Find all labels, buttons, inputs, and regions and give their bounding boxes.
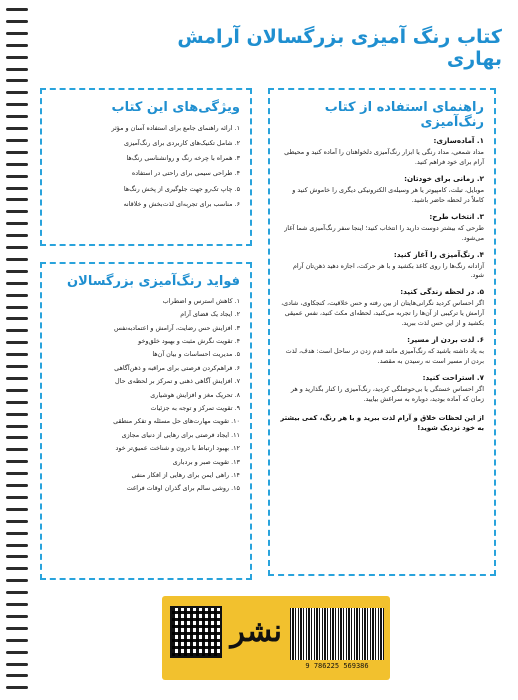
features-heading: ویژگی‌های این کتاب <box>111 100 240 115</box>
usage-step <box>280 250 484 282</box>
spiral-binding <box>0 0 30 700</box>
spiral-ring <box>6 377 28 380</box>
spiral-ring <box>6 544 28 547</box>
spiral-ring <box>6 579 28 582</box>
spiral-ring <box>6 187 28 190</box>
publisher-logo: نشر <box>230 614 282 649</box>
spiral-ring <box>6 389 28 392</box>
spiral-ring <box>6 615 28 618</box>
benefit-item: ۱۱. ایجاد فرصتی برای رهایی از دنیای مجازی <box>121 430 240 439</box>
spiral-ring <box>6 591 28 594</box>
publisher-barcode-strip <box>162 596 390 680</box>
spiral-ring <box>6 663 28 666</box>
spiral-ring <box>6 282 28 285</box>
usage-step <box>280 136 484 168</box>
benefit-item: ۱۲. بهبود ارتباط با درون و شناخت عمیق‌تر خود <box>115 444 240 453</box>
step-title: ۷. استراحت کنید: <box>422 372 484 382</box>
step-title: ۳. انتخاب طرح: <box>429 211 484 221</box>
feature-item: ۱. ارائه راهنمای جامع برای استفاده آسان و مؤثر <box>111 123 240 132</box>
feature-item: ۳. همراه با چرخه رنگ و روانشناسی رنگ‌ها <box>126 154 240 163</box>
spiral-ring <box>6 306 28 309</box>
spiral-ring <box>6 627 28 630</box>
isbn-number: 9 786225 569386 <box>305 662 369 670</box>
spiral-ring <box>6 175 28 178</box>
spiral-ring <box>6 91 28 94</box>
step-text: آزادانه رنگ‌ها را روی کاغذ بکشید و با هر حرکت، اجازه دهید ذهن‌تان آرام شود. <box>292 261 484 280</box>
spiral-ring <box>6 8 28 11</box>
spiral-ring <box>6 425 28 428</box>
benefit-item: ۴. تقویت نگرش مثبت و بهبود خلق‌وخو <box>138 337 240 346</box>
spiral-ring <box>6 139 28 142</box>
feature-item: ۵. چاپ تک‌رو جهت جلوگیری از پخش رنگ‌ها <box>123 184 240 193</box>
step-text: مداد شمعی، مداد رنگی یا ابزار رنگ‌آمیزی دلخواهتان را آماده کنید و محیطی آرام برای خود فراهم کنید. <box>284 148 484 166</box>
spiral-ring <box>6 448 28 451</box>
benefit-item: ۲. ایجاد یک فضای آرام <box>180 310 240 319</box>
spiral-ring <box>6 674 28 677</box>
spiral-ring <box>6 484 28 487</box>
step-title: ۶. لذت بردن از مسیر: <box>407 335 484 345</box>
spiral-ring <box>6 555 28 558</box>
step-title: ۱. آماده‌سازی: <box>433 136 484 145</box>
spiral-ring <box>6 365 28 368</box>
usage-step <box>280 335 484 367</box>
spiral-ring <box>6 56 28 59</box>
spiral-ring <box>6 472 28 475</box>
benefit-item: ۷. افزایش آگاهی ذهنی و تمرکز بر لحظه‌ی حال <box>115 377 240 386</box>
spiral-ring <box>6 460 28 463</box>
step-text: اگر احساس کردید نگرانی‌هایتان از بین رفته و حس خلاقیت، کنجکاوی، شادی، آرامش یا ترکیبی از آن‌ها را تجربه می‌کنید، لحظه‌ای مکث کنید، نفس عمیقی بکشید و از این حس لذت ببرید. <box>281 299 484 328</box>
spiral-ring <box>6 103 28 106</box>
feature-item: ۲. شامل تکنیک‌های کاربردی برای رنگ‌آمیزی <box>124 139 240 147</box>
usage-guide-box <box>268 88 496 576</box>
usage-step <box>280 287 484 329</box>
closing-note: از این لحظات خلاق و آرام لذت ببرید و با هر رنگ، کمی بیشتر به خود نزدیک شوید! <box>280 413 484 433</box>
spiral-ring <box>6 686 28 689</box>
usage-step <box>280 212 484 244</box>
benefit-item: ۸. تحریک مغز و افزایش هوشیاری <box>150 390 240 399</box>
benefit-item: ۱۵. روشی سالم برای گذران اوقات فراغت <box>126 484 240 493</box>
feature-item: ۴. طراحی سیمی برای راحتی در استفاده <box>131 169 240 178</box>
benefit-item: ۵. مدیریت احساسات و بیان آن‌ها <box>152 350 240 359</box>
benefit-item: ۶. فراهم‌کردن فرصتی برای مراقبه و ذهن‌آگاهی <box>114 363 240 372</box>
spiral-ring <box>6 210 28 213</box>
spiral-ring <box>6 603 28 606</box>
page-title: کتاب رنگ آمیزی بزرگسالان آرامش بهاری <box>177 26 502 70</box>
spiral-ring <box>6 294 28 297</box>
benefit-item: ۱. کاهش استرس و اضطراب <box>162 296 240 305</box>
spiral-ring <box>6 246 28 249</box>
usage-guide-heading: راهنمای استفاده از کتاب رنگ‌آمیزی <box>324 100 484 130</box>
step-title: ۵. در لحظه زندگی کنید: <box>400 287 484 297</box>
benefits-list <box>52 295 240 496</box>
spiral-ring <box>6 651 28 654</box>
step-title: ۲. زمانی برای خودتان: <box>404 173 484 183</box>
spiral-ring <box>6 520 28 523</box>
usage-step <box>280 373 484 405</box>
benefit-item: ۹. تقویت تمرکز و توجه به جزئیات <box>150 404 240 413</box>
spiral-ring <box>6 222 28 225</box>
features-box <box>40 88 252 246</box>
qr-code <box>170 606 222 658</box>
spiral-ring <box>6 258 28 261</box>
benefits-heading: فواید رنگ‌آمیزی بزرگسالان <box>67 274 240 289</box>
features-list <box>52 121 240 212</box>
spiral-ring <box>6 151 28 154</box>
spiral-ring <box>6 567 28 570</box>
spiral-ring <box>6 353 28 356</box>
usage-step <box>280 174 484 206</box>
usage-steps <box>280 136 484 405</box>
isbn-barcode <box>290 608 384 660</box>
step-text: موبایل، تبلت، کامپیوتر یا هر وسیله‌ی الکترونیکی دیگری را خاموش کنید و کاملاً در لحظه حاضر باشید. <box>292 185 484 204</box>
benefit-item: ۱۴. راهی ایمن برای رهایی از افکار منفی <box>131 470 240 479</box>
spiral-ring <box>6 401 28 404</box>
spiral-ring <box>6 198 28 201</box>
spiral-ring <box>6 32 28 35</box>
spiral-ring <box>6 436 28 439</box>
step-text: اگر احساس خستگی یا بی‌حوصلگی کردید، رنگ‌آمیزی را کنار بگذارید و هر زمان که آماده بودید، دوباره به سراغش بیایید. <box>290 384 484 403</box>
spiral-ring <box>6 639 28 642</box>
spiral-ring <box>6 317 28 320</box>
spiral-ring <box>6 79 28 82</box>
spiral-ring <box>6 127 28 130</box>
spiral-ring <box>6 532 28 535</box>
spiral-ring <box>6 508 28 511</box>
spiral-ring <box>6 44 28 47</box>
spiral-ring <box>6 234 28 237</box>
spiral-ring <box>6 413 28 416</box>
benefit-item: ۳. افزایش حس رضایت، آرامش و اعتماد‌به‌نفس <box>113 323 240 332</box>
feature-item: ۶. مناسب برای تجربه‌ای لذت‌بخش و خلاقانه <box>123 199 240 208</box>
benefit-item: ۱۰. تقویت مهارت‌های حل مسئله و تفکر منطقی <box>113 417 240 426</box>
spiral-ring <box>6 329 28 332</box>
benefits-box <box>40 262 252 580</box>
step-title: ۴. رنگ‌آمیزی را آغاز کنید: <box>393 249 484 259</box>
spiral-ring <box>6 341 28 344</box>
spiral-ring <box>6 68 28 71</box>
spiral-ring <box>6 163 28 166</box>
spiral-ring <box>6 496 28 499</box>
step-text: طرحی که بیشتر دوست دارید را انتخاب کنید؛ اینجا سفر رنگ‌آمیزی شما آغاز می‌شود. <box>284 223 484 242</box>
benefit-item: ۱۳. تقویت صبر و بردباری <box>172 457 240 466</box>
spiral-ring <box>6 20 28 23</box>
spiral-ring <box>6 115 28 118</box>
spiral-ring <box>6 270 28 273</box>
step-text: به یاد داشته باشید که رنگ‌آمیزی مانند قدم زدن در ساحل است: هدف، لذت بردن از مسیر است نه رسیدن به مقصد. <box>285 347 484 366</box>
